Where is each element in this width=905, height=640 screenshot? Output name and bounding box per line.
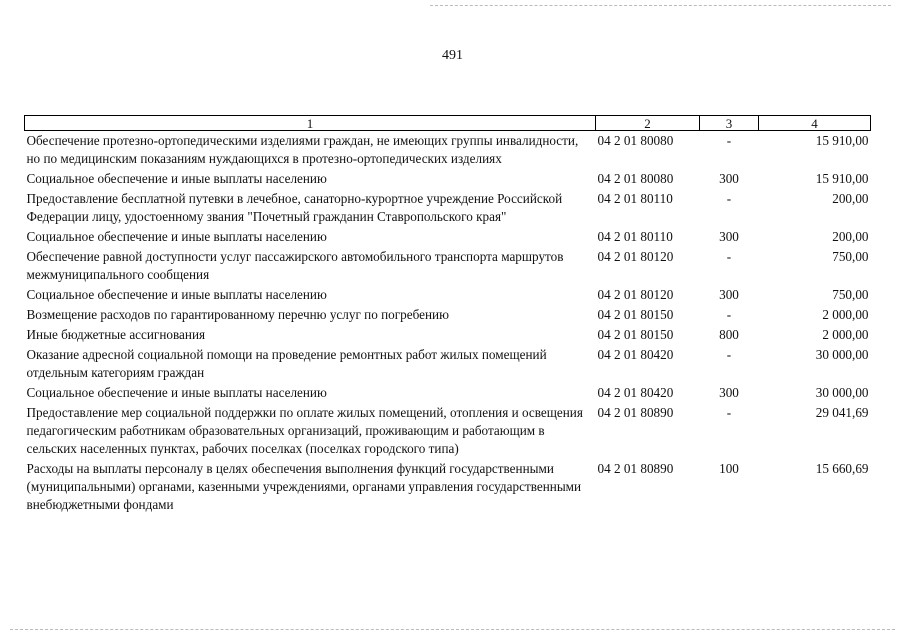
row-amount: 15 910,00 (815, 133, 869, 148)
row-kind: 300 (719, 229, 739, 244)
header-col-3: 3 (700, 116, 759, 131)
row-code: 04 2 01 80420 (597, 385, 674, 400)
row-code: 04 2 01 80890 (597, 405, 674, 420)
row-amount: 30 000,00 (815, 347, 869, 362)
row-code: 04 2 01 80150 (597, 327, 674, 342)
row-kind: 300 (719, 171, 739, 186)
row-code: 04 2 01 80150 (597, 307, 674, 322)
row-name: Расходы на выплаты персоналу в целях обеспечения выполнения функций государственными (муниципальными) органами, казенными учреждениями, органами управления государственными внебюджетными фондами (26, 461, 582, 512)
row-name: Социальное обеспечение и иные выплаты населению (26, 287, 327, 302)
row-kind: 100 (719, 461, 739, 476)
table-row (25, 285, 871, 305)
table-row (25, 227, 871, 247)
table-row (25, 325, 871, 345)
row-kind: - (726, 133, 732, 148)
row-kind: - (726, 347, 732, 362)
scan-edge-bottom (10, 629, 895, 630)
row-amount: 15 660,69 (815, 461, 869, 476)
table-row (25, 459, 871, 515)
row-kind: 300 (719, 287, 739, 302)
scan-edge-top (430, 5, 891, 6)
table-row (25, 131, 871, 170)
row-name: Предоставление бесплатной путевки в лечебное, санаторно-курортное учреждение Российской Федерации лицу, удостоенному звания "Почетный гражданин Ставропольского края" (26, 191, 563, 224)
header-col-4: 4 (759, 116, 871, 131)
table-row (25, 383, 871, 403)
table-row (25, 305, 871, 325)
row-code: 04 2 01 80110 (597, 191, 673, 206)
table-row (25, 169, 871, 189)
row-amount: 200,00 (832, 191, 869, 206)
row-kind: 300 (719, 385, 739, 400)
row-amount: 2 000,00 (822, 307, 869, 322)
row-kind: - (726, 191, 732, 206)
table-header-row (25, 116, 871, 131)
row-code: 04 2 01 80420 (597, 347, 674, 362)
row-amount: 30 000,00 (815, 385, 869, 400)
row-code: 04 2 01 80120 (597, 249, 674, 264)
row-amount: 750,00 (832, 249, 869, 264)
budget-table (24, 115, 871, 515)
page-number: 491 (442, 48, 463, 63)
row-amount: 2 000,00 (822, 327, 869, 342)
row-name: Оказание адресной социальной помощи на проведение ремонтных работ жилых помещений отдельным категориям граждан (26, 347, 547, 380)
row-code: 04 2 01 80110 (597, 229, 673, 244)
row-kind: 800 (719, 327, 739, 342)
row-name: Социальное обеспечение и иные выплаты населению (26, 385, 327, 400)
row-kind: - (726, 405, 732, 420)
row-name: Обеспечение равной доступности услуг пассажирского автомобильного транспорта маршрутов межмуниципального сообщения (26, 249, 564, 282)
row-code: 04 2 01 80120 (597, 287, 674, 302)
table-row (25, 189, 871, 227)
row-name: Обеспечение протезно-ортопедическими изделиями граждан, не имеющих группы инвалидности, но по медицинским показаниям нуждающихся в протезно-ортопедических изделиях (26, 133, 579, 166)
row-name: Возмещение расходов по гарантированному перечню услуг по погребению (26, 307, 449, 322)
header-col-2: 2 (596, 116, 700, 131)
row-code: 04 2 01 80080 (597, 171, 674, 186)
row-code: 04 2 01 80890 (597, 461, 674, 476)
row-amount: 200,00 (832, 229, 869, 244)
row-kind: - (726, 307, 732, 322)
row-name: Иные бюджетные ассигнования (26, 327, 206, 342)
row-kind: - (726, 249, 732, 264)
row-code: 04 2 01 80080 (597, 133, 674, 148)
header-col-1: 1 (25, 116, 596, 131)
table-row (25, 403, 871, 459)
row-amount: 15 910,00 (815, 171, 869, 186)
row-name: Социальное обеспечение и иные выплаты населению (26, 171, 327, 186)
row-name: Социальное обеспечение и иные выплаты населению (26, 229, 327, 244)
row-amount: 29 041,69 (815, 405, 869, 420)
row-amount: 750,00 (832, 287, 869, 302)
table-row (25, 247, 871, 285)
table-row (25, 345, 871, 383)
row-name: Предоставление мер социальной поддержки по оплате жилых помещений, отопления и освещения педагогическим работникам образовательных организаций, проживающим и работающим в сельских населенных пунктах, рабочих поселках (поселках городского типа) (26, 405, 583, 456)
